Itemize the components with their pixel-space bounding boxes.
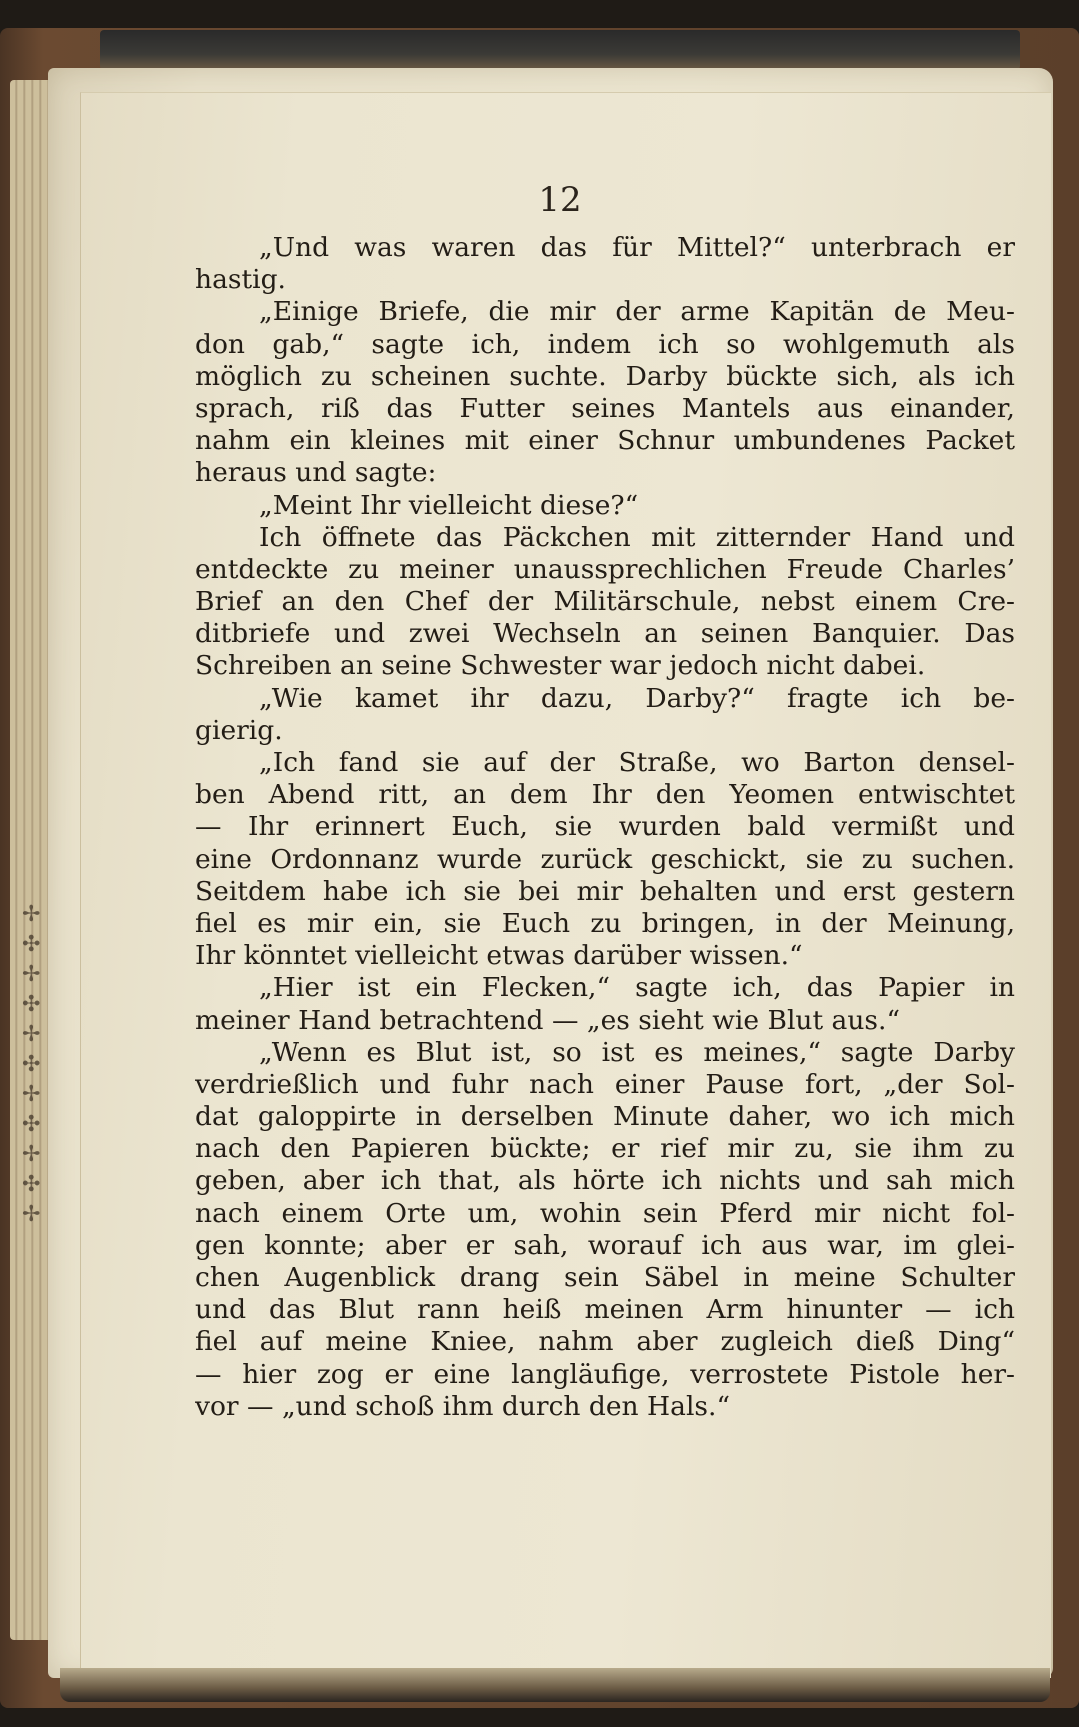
book-cover-top-edge xyxy=(100,30,1020,70)
body-text xyxy=(195,232,1015,1423)
text-line: gierig. xyxy=(195,714,283,746)
text-line: fiel es mir ein, sie Euch zu bringen, in der Meinung, xyxy=(195,907,1015,939)
text-line: und das Blut rann heiß meinen Arm hinunter — ich xyxy=(195,1294,1015,1326)
spine-ornament-icon: ✢ ✣ ✢ ✣ ✢ ✣ ✢ ✣ ✢ ✣ ✢ xyxy=(22,902,41,1227)
text-line: don gab,“ sagte ich, indem ich so wohlgemuth als xyxy=(195,328,1015,360)
text-line: „Wie kamet ihr dazu, Darby?“ fragte ich be- xyxy=(259,682,1015,714)
text-line: heraus und sagte: xyxy=(195,457,437,489)
text-line: Ihr könntet vielleicht etwas darüber wissen.“ xyxy=(195,940,803,972)
text-line: hastig. xyxy=(195,264,286,296)
page-number: 12 xyxy=(538,180,582,220)
text-line: — hier zog er eine langläufige, verrostete Pistole her- xyxy=(195,1358,1015,1390)
text-line: ditbriefe und zwei Wechseln an seinen Banquier. Das xyxy=(195,618,1015,650)
text-line: Schreiben an seine Schwester war jedoch nicht dabei. xyxy=(195,650,926,682)
text-line: — Ihr erinnert Euch, sie wurden bald vermißt und xyxy=(195,811,1015,843)
text-line: „Und was waren das für Mittel?“ unterbrach er xyxy=(259,232,1015,263)
text-line: Ich öffnete das Päckchen mit zitternder Hand und xyxy=(259,521,1015,553)
text-line: Brief an den Chef der Militärschule, nebst einem Cre- xyxy=(195,586,1015,618)
text-line: chen Augenblick drang sein Säbel in meine Schulter xyxy=(195,1262,1015,1293)
text-line: Seitdem habe ich sie bei mir behalten und erst gestern xyxy=(195,875,1015,907)
text-line: nach einem Orte um, wohin sein Pferd mir nicht fol- xyxy=(195,1197,1015,1229)
book-bottom-edge xyxy=(60,1668,1050,1702)
text-line: eine Ordonnanz wurde zurück geschickt, sie zu suchen. xyxy=(195,843,1015,875)
text-line: verdrießlich und fuhr nach einer Pause fort, „der Sol- xyxy=(195,1068,1015,1100)
text-line: „Hier ist ein Flecken,“ sagte ich, das Papier in xyxy=(259,972,1015,1004)
text-line: gen konnte; aber er sah, worauf ich aus war, im glei- xyxy=(195,1229,1015,1261)
text-line: „Einige Briefe, die mir der arme Kapitän de Meu- xyxy=(259,296,1015,328)
text-line: fiel auf meine Kniee, nahm aber zugleich dieß Ding“ xyxy=(195,1326,1015,1358)
text-line: dat galoppirte in derselben Minute daher, wo ich mich xyxy=(195,1101,1015,1133)
text-line: nahm ein kleines mit einer Schnur umbundenes Packet xyxy=(195,425,1015,457)
text-line: meiner Hand betrachtend — „es sieht wie Blut aus.“ xyxy=(195,1004,900,1036)
text-line: „Ich fand sie auf der Straße, wo Barton densel- xyxy=(259,747,1015,778)
text-line: entdeckte zu meiner unaussprechlichen Freude Charles’ xyxy=(195,553,1015,585)
text-line: „Meint Ihr vielleicht diese?“ xyxy=(259,489,639,521)
text-line: geben, aber ich that, als hörte ich nichts und sah mich xyxy=(195,1165,1015,1197)
text-line: ben Abend ritt, an dem Ihr den Yeomen entwischtet xyxy=(195,779,1015,811)
text-line: „Wenn es Blut ist, so ist es meines,“ sagte Darby xyxy=(259,1036,1015,1068)
text-line: sprach, riß das Futter seines Mantels aus einander, xyxy=(195,392,1015,424)
text-line: vor — „und schoß ihm durch den Hals.“ xyxy=(195,1390,730,1422)
text-line: nach den Papieren bückte; er rief mir zu, sie ihm zu xyxy=(195,1133,1015,1165)
text-line: möglich zu scheinen suchte. Darby bückte sich, als ich xyxy=(195,360,1015,392)
